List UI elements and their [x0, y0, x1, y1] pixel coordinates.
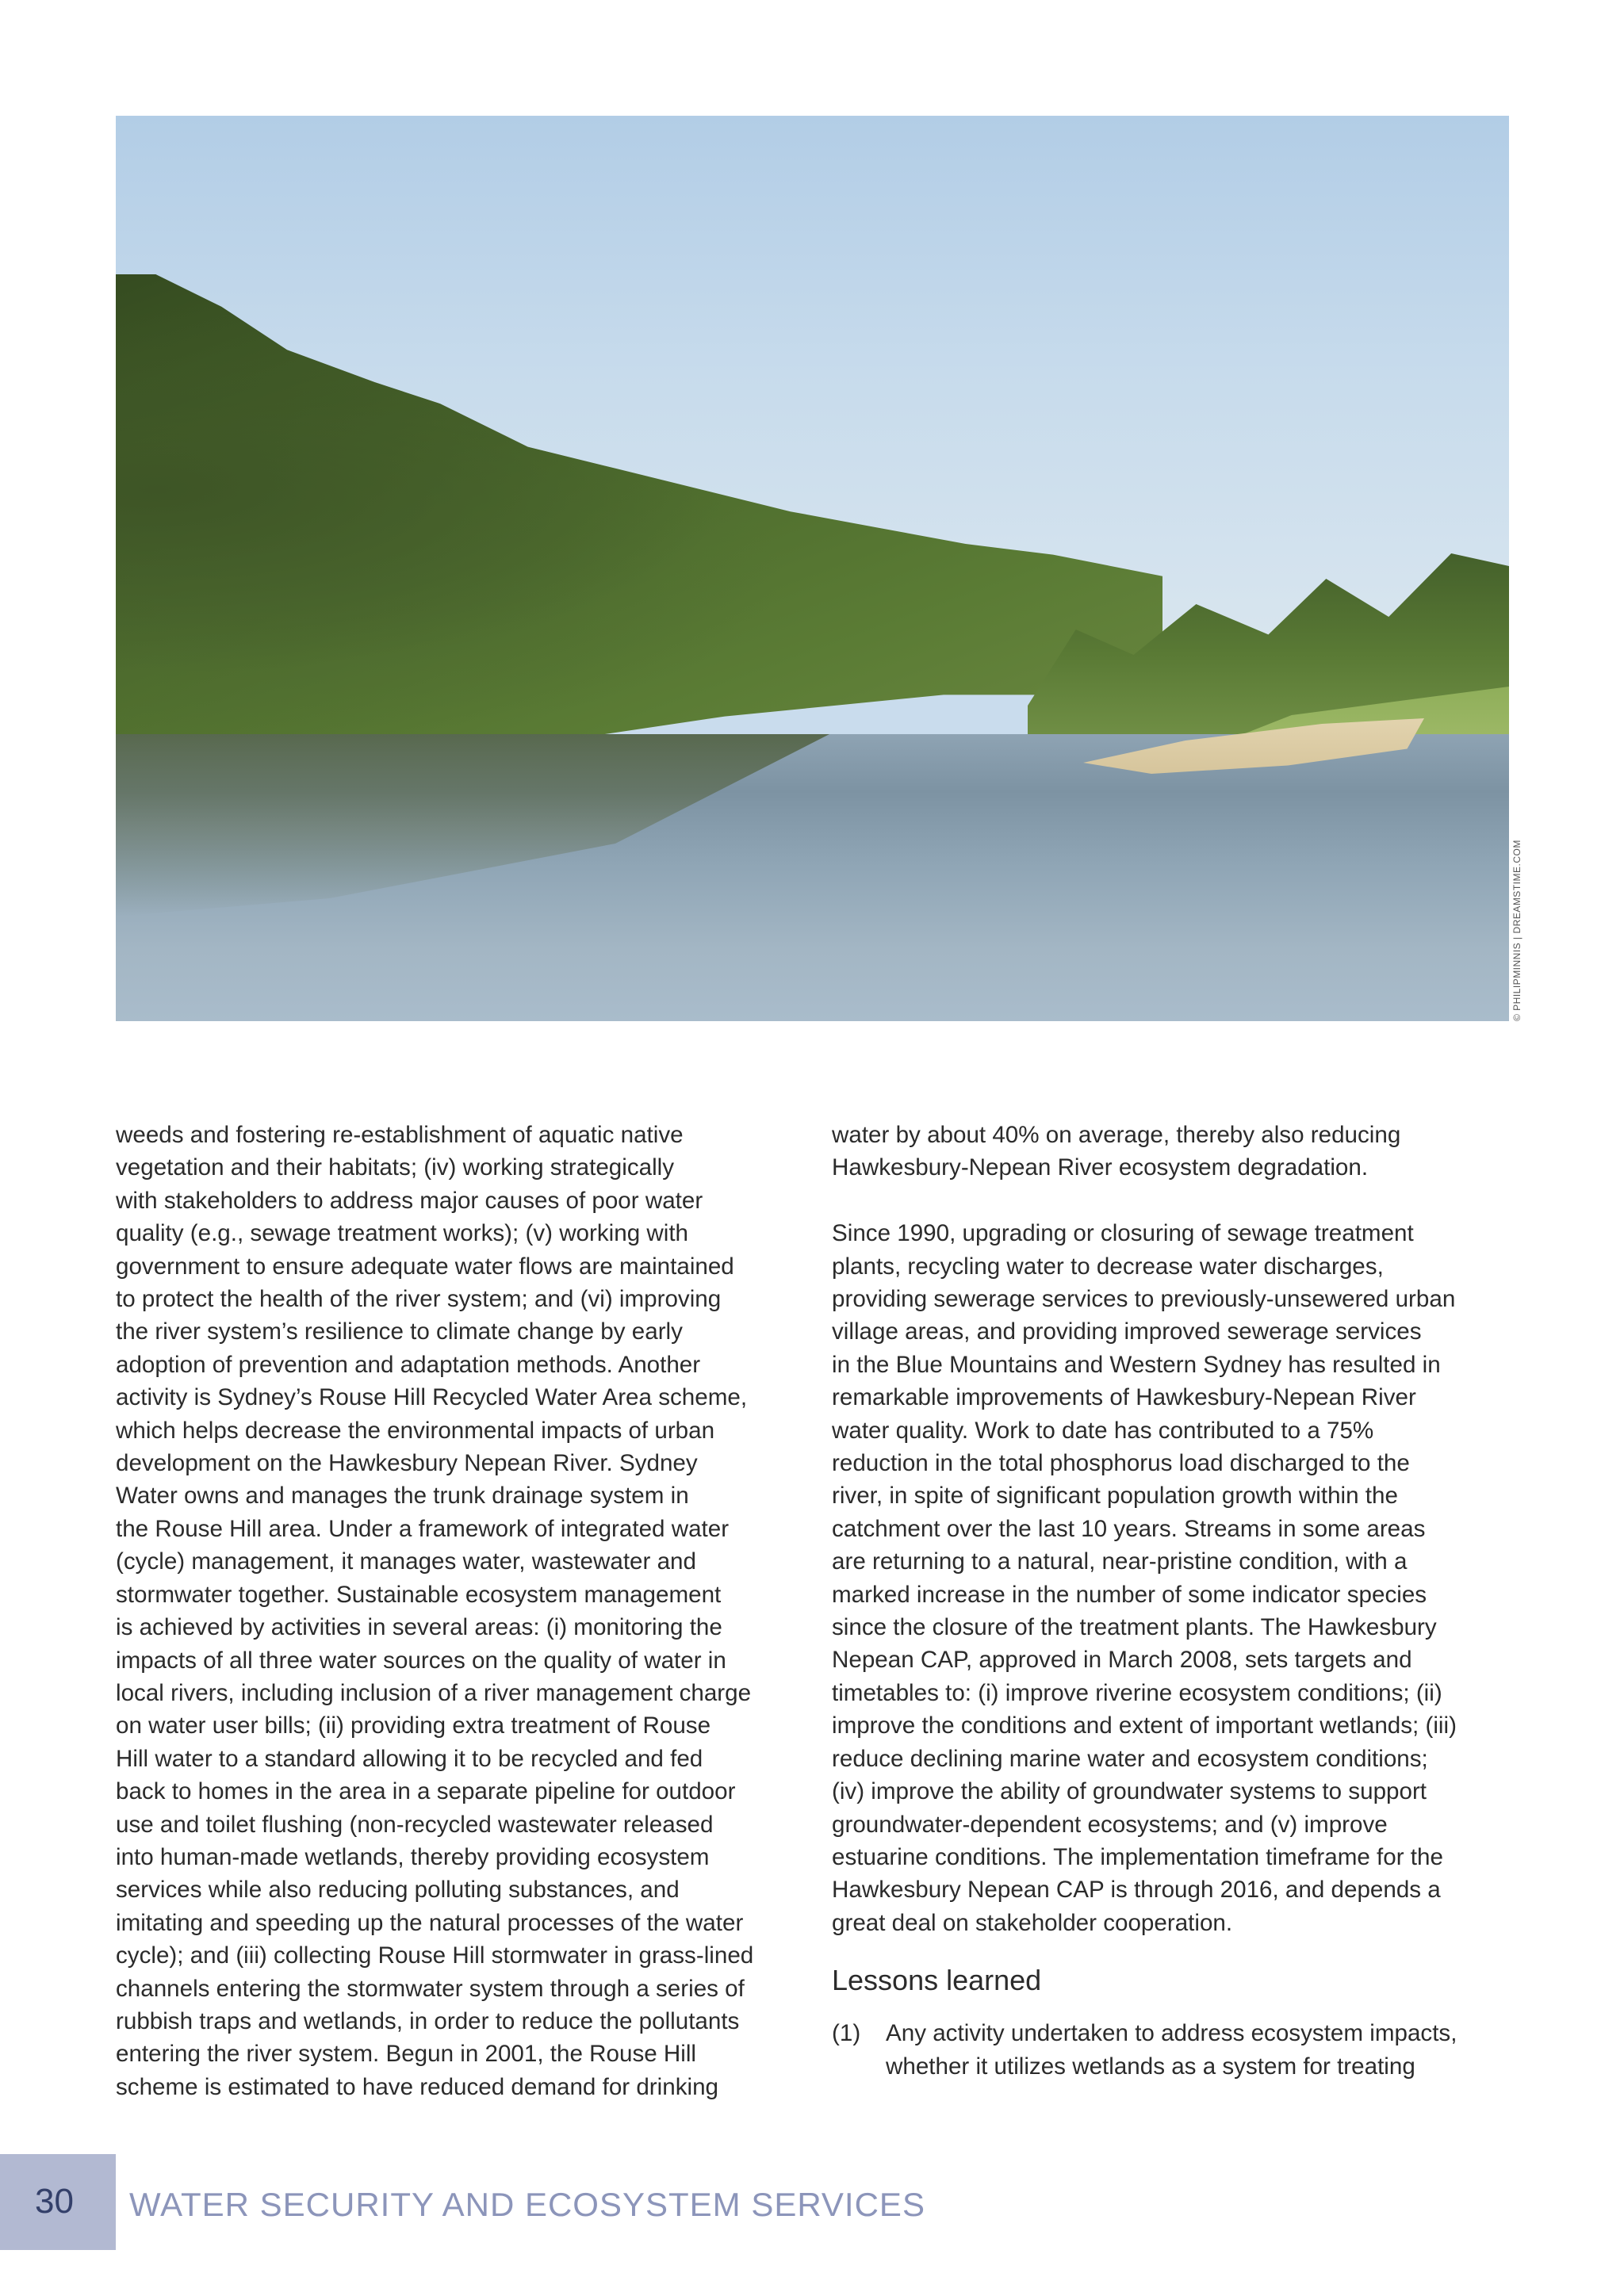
- text-line: government to ensure adequate water flows are maintained: [116, 1253, 734, 1280]
- text-line: estuarine conditions. The implementation timeframe for the: [832, 1843, 1443, 1870]
- text-line: imitating and speeding up the natural processes of the water: [116, 1909, 744, 1936]
- text-line: adoption of prevention and adaptation methods. Another: [116, 1351, 701, 1378]
- text-line: Since 1990, upgrading or closuring of sewage treatment: [832, 1220, 1414, 1247]
- text-line: groundwater-dependent ecosystems; and (v) improve: [832, 1811, 1388, 1838]
- text-line: (iv) improve the ability of groundwater systems to support: [832, 1778, 1427, 1805]
- text-line: reduce declining marine water and ecosystem conditions;: [832, 1745, 1428, 1772]
- text-line: is achieved by activities in several areas: (i) monitoring the: [116, 1614, 722, 1641]
- text-line: use and toilet flushing (non-recycled wastewater released: [116, 1811, 714, 1838]
- text-line: services while also reducing polluting substances, and: [116, 1877, 680, 1904]
- text-line: impacts of all three water sources on the quality of water in: [116, 1647, 726, 1674]
- text-line: Water owns and manages the trunk drainage system in: [116, 1483, 689, 1510]
- list-number: (1): [832, 2020, 861, 2047]
- text-line: reduction in the total phosphorus load discharged to the: [832, 1450, 1410, 1477]
- text-line: providing sewerage services to previously-unsewered urban: [832, 1286, 1456, 1313]
- text-line: water quality. Work to date has contributed to a 75%: [832, 1417, 1374, 1444]
- text-line: local rivers, including inclusion of a river management charge: [116, 1679, 752, 1706]
- paragraph-gap: [832, 1184, 1514, 1217]
- text-line: plants, recycling water to decrease water discharges,: [832, 1253, 1384, 1280]
- text-line: water by about 40% on average, thereby also reducing: [832, 1122, 1401, 1148]
- text-line: back to homes in the area in a separate pipeline for outdoor: [116, 1778, 736, 1805]
- paragraph: [832, 1119, 1514, 1184]
- text-line: the Rouse Hill area. Under a framework of integrated water: [116, 1515, 730, 1542]
- text-line: Hawkesbury-Nepean River ecosystem degradation.: [832, 1154, 1369, 1181]
- text-line: village areas, and providing improved sewerage services: [832, 1318, 1422, 1345]
- text-line: into human-made wetlands, thereby providing ecosystem: [116, 1843, 710, 1870]
- text-line: since the closure of the treatment plants. The Hawkesbury: [832, 1614, 1437, 1641]
- text-line: which helps decrease the environmental impacts of urban: [116, 1417, 715, 1444]
- text-line: are returning to a natural, near-pristine condition, with a: [832, 1548, 1408, 1575]
- text-line: catchment over the last 10 years. Streams in some areas: [832, 1515, 1426, 1542]
- river-photo: [116, 116, 1509, 1021]
- text-line: rubbish traps and wetlands, in order to reduce the pollutants: [116, 2007, 740, 2034]
- text-line: activity is Sydney’s Rouse Hill Recycled Water Area scheme,: [116, 1384, 748, 1411]
- text-line: with stakeholders to address major causes of poor water: [116, 1187, 703, 1214]
- text-line: scheme is estimated to have reduced demand for drinking: [116, 2073, 718, 2100]
- text-line: entering the river system. Begun in 2001, the Rouse Hill: [116, 2041, 697, 2068]
- text-line: quality (e.g., sewage treatment works); (v) working with: [116, 1220, 689, 1247]
- numbered-list-item: [832, 2017, 1514, 2083]
- text-line: Any activity undertaken to address ecosystem impacts,: [886, 2020, 1457, 2047]
- left-column: [116, 1119, 798, 2103]
- text-line: development on the Hawkesbury Nepean River. Sydney: [116, 1450, 698, 1477]
- text-line: timetables to: (i) improve riverine ecosystem conditions; (ii): [832, 1679, 1442, 1706]
- text-line: stormwater together. Sustainable ecosystem management: [116, 1581, 722, 1608]
- text-line: river, in spite of significant population growth within the: [832, 1483, 1398, 1510]
- text-line: (cycle) management, it manages water, wastewater and: [116, 1548, 696, 1575]
- text-line: remarkable improvements of Hawkesbury-Nepean River: [832, 1384, 1416, 1411]
- text-line: on water user bills; (ii) providing extra treatment of Rouse: [116, 1712, 711, 1739]
- page-number: 30: [35, 2182, 74, 2221]
- text-line: improve the conditions and extent of important wetlands; (iii): [832, 1712, 1457, 1739]
- text-line: in the Blue Mountains and Western Sydney has resulted in: [832, 1351, 1441, 1378]
- text-line: cycle); and (iii) collecting Rouse Hill stormwater in grass-lined: [116, 1942, 754, 1969]
- text-line: channels entering the stormwater system through a series of: [116, 1975, 745, 2002]
- text-line: Nepean CAP, approved in March 2008, sets targets and: [832, 1647, 1412, 1674]
- text-line: weeds and fostering re-establishment of aquatic native: [116, 1122, 684, 1148]
- right-column: [832, 1119, 1514, 2083]
- text-line: vegetation and their habitats; (iv) working strategically: [116, 1154, 675, 1181]
- text-line: Hawkesbury Nepean CAP is through 2016, and depends a: [832, 1877, 1441, 1904]
- running-footer-title: WATER SECURITY AND ECOSYSTEM SERVICES: [129, 2186, 925, 2223]
- text-line: whether it utilizes wetlands as a system for treating: [886, 2053, 1415, 2080]
- text-line: the river system’s resilience to climate change by early: [116, 1318, 683, 1345]
- text-line: to protect the health of the river system; and (vi) improving: [116, 1286, 722, 1313]
- text-line: marked increase in the number of some indicator species: [832, 1581, 1427, 1608]
- paragraph: [832, 1217, 1514, 1939]
- text-line: Hill water to a standard allowing it to be recycled and fed: [116, 1745, 703, 1772]
- text-line: great deal on stakeholder cooperation.: [832, 1909, 1233, 1936]
- section-heading: Lessons learned: [832, 1964, 1042, 1997]
- photo-credit: © PHILIPMINNIS | DREAMSTIME.COM: [1511, 840, 1522, 1021]
